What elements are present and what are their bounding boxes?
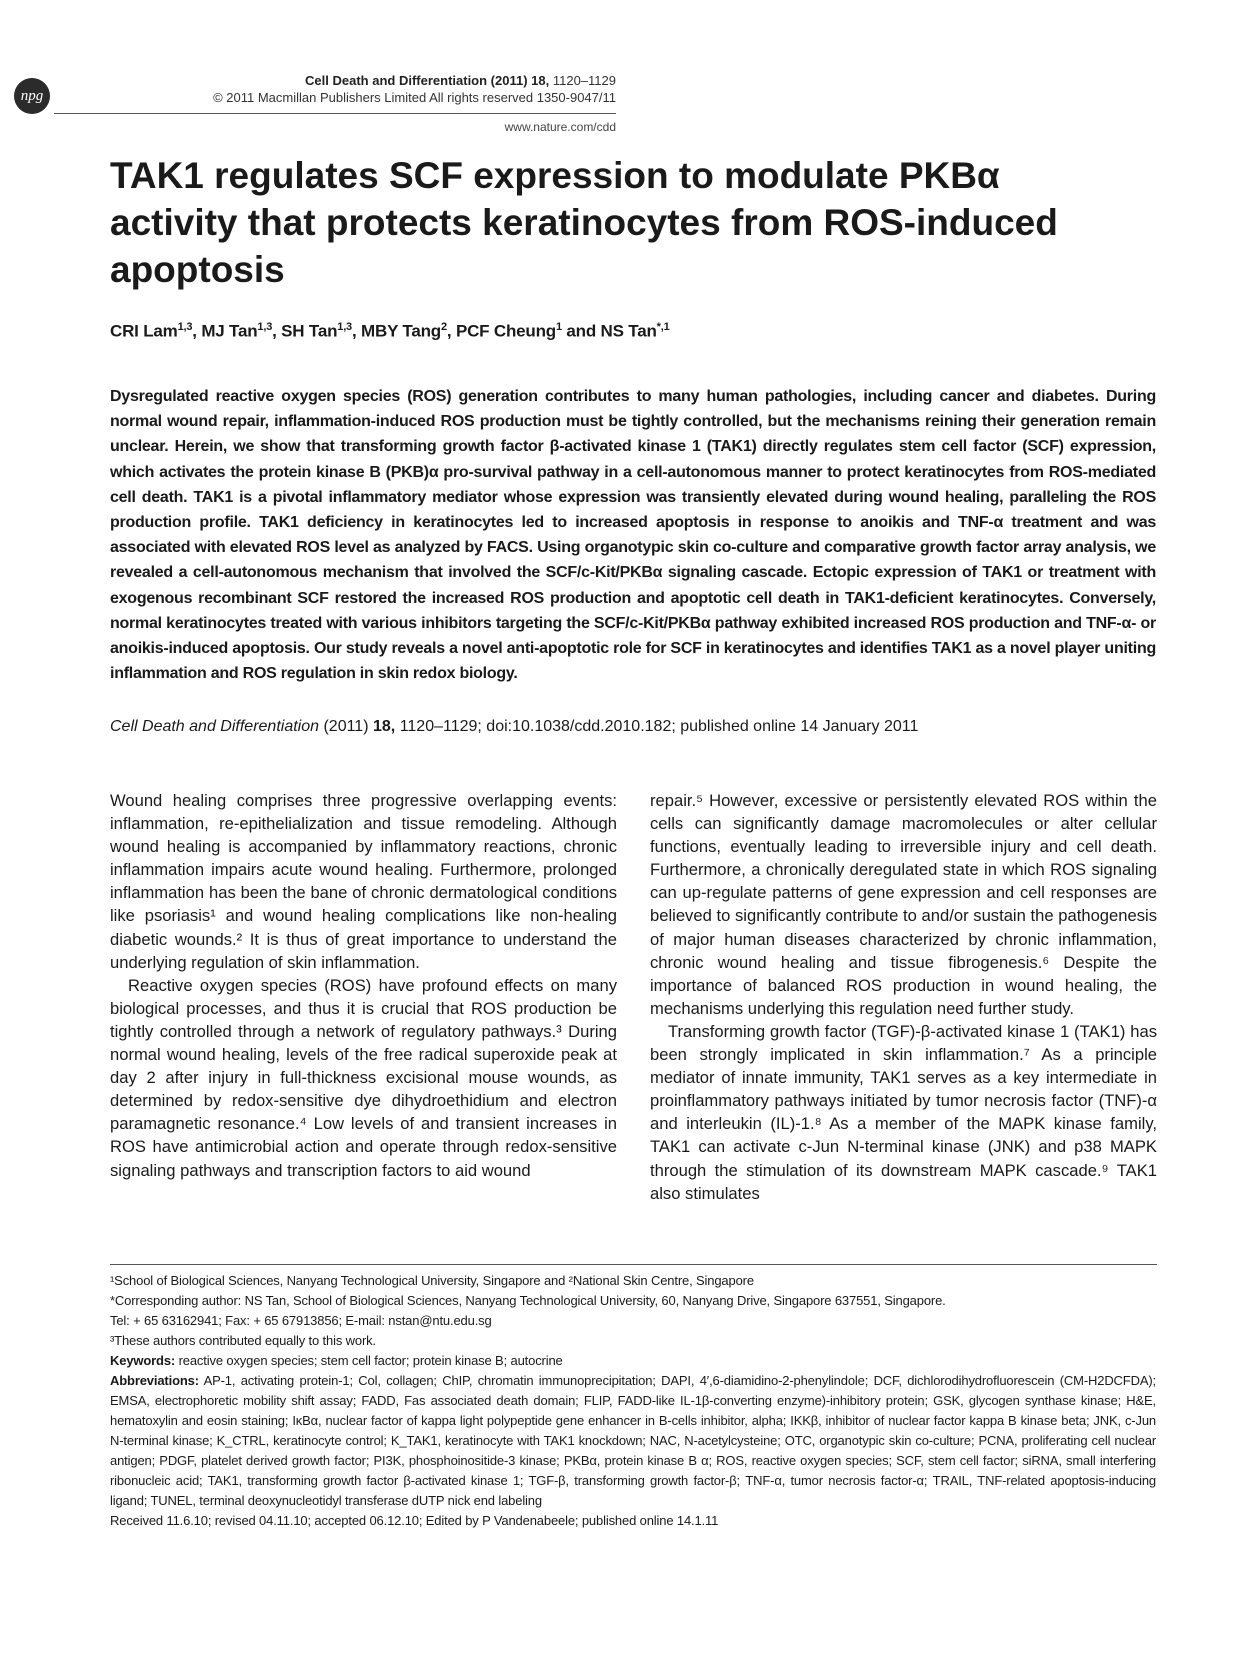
journal-citation-line [150, 72, 616, 89]
affiliations: ¹School of Biological Sciences, Nanyang Technological University, Singapore and ²National Skin Centre, Singapore [110, 1273, 754, 1288]
keywords-text: reactive oxygen species; stem cell factor; protein kinase B; autocrine [178, 1353, 563, 1368]
article-title: TAK1 regulates SCF expression to modulate PKBα activity that protects keratinocytes from ROS-induced apoptosis [110, 155, 1058, 290]
author-affiliation-mark: 1,3 [257, 321, 273, 333]
author-name: MJ Tan [201, 321, 258, 341]
citation-volume: 18, [372, 718, 396, 735]
author-affiliation-mark: 1 [555, 321, 562, 333]
author-affiliation-mark: *,1 [656, 321, 670, 333]
journal-url-link[interactable]: www.nature.com/cdd [504, 120, 616, 134]
body-paragraph: Transforming growth factor (TGF)-β-activated kinase 1 (TAK1) has been strongly implicated in skin inflammation.⁷ As a principle mediator of innate immunity, TAK1 serves as a key intermediate in proinflammatory pathways initiated by tumor necrosis factor (TNF)-α and interleukin (IL)-1.⁸ As a member of the MAPK kinase family, TAK1 can activate c-Jun N-terminal kinase (JNK) and p38 MAPK through the stimulation of its downstream MAPK cascade.⁹ TAK1 also stimulates [650, 1021, 1157, 1203]
keywords [110, 1351, 1156, 1371]
author-affiliation-mark: 2 [440, 321, 447, 333]
author-name: SH Tan [281, 321, 338, 341]
footnotes [110, 1271, 1156, 1531]
abbreviations [110, 1371, 1156, 1511]
footnote-divider [110, 1264, 1157, 1265]
corresponding-author: *Corresponding author: NS Tan, School of Biological Sciences, Nanyang Technological University, 60, Nanyang Drive, Singapore 637551, Singapore. [110, 1293, 946, 1308]
body-column-left [110, 789, 617, 1182]
abstract: Dysregulated reactive oxygen species (ROS) generation contributes to many human pathologies, including cancer and diabetes. During normal wound repair, inflammation-induced ROS production must be tightly controlled, but the mechanisms reining their generation remain unclear. Herein, we show that transforming growth factor β-activated kinase 1 (TAK1) directly regulates stem cell factor (SCF) expression, which activates the protein kinase B (PKB)α pro-survival pathway in a cell-autonomous manner to protect keratinocytes from ROS-mediated cell death. TAK1 is a pivotal inflammatory mediator whose expression was transiently elevated during wound healing, paralleling the ROS production profile. TAK1 deficiency in keratinocytes led to increased apoptosis in response to anoikis and TNF-α treatment and was associated with elevated ROS level as analyzed by FACS. Using organotypic skin co-culture and comparative growth factor array analysis, we revealed a cell-autonomous mechanism that involved the SCF/c-Kit/PKBα signaling cascade. Ectopic expression of TAK1 or treatment with exogenous recombinant SCF restored the increased ROS production and apoptotic cell death in TAK1-deficient keratinocytes. Conversely, normal keratinocytes treated with various inhibitors targeting the SCF/c-Kit/PKBα pathway exhibited increased ROS production and TNF-α- or anoikis-induced apoptosis. Our study reveals a novel anti-apoptotic role for SCF in keratinocytes and identifies TAK1 as a novel player uniting inflammation and ROS regulation in skin redox biology. [110, 388, 1156, 683]
body-paragraph: Reactive oxygen species (ROS) have profound effects on many biological processes, and thus it is crucial that ROS production be tightly controlled through a network of regulatory pathways.³ During normal wound healing, levels of the free radical superoxide peak at day 2 after injury in full-thickness excisional mouse wounds, as determined by redox-sensitive dye dihydroethidium and electron paramagnetic resonance.⁴ Low levels of and transient increases in ROS have antimicrobial action and operate through redox-sensitive signaling pathways and transcription factors to aid wound [110, 975, 617, 1180]
journal-header [150, 72, 616, 106]
body-paragraph: repair.⁵ However, excessive or persistently elevated ROS within the cells can significantly damage macromolecules or alter cellular functions, eventually leading to irreversible injury and cell death. Furthermore, a chronically deregulated state in which ROS signaling can up-regulate patterns of gene expression and cell responses are believed to significantly contribute to and/or sustain the pathogenesis of major human diseases characterized by chronic inflammation, chronic wound healing and tissue fibrogenesis.⁶ Despite the importance of balanced ROS production in wound healing, the mechanisms underlying this regulation need further study. [650, 791, 1157, 1018]
abbreviations-text: AP-1, activating protein-1; Col, collagen; ChIP, chromatin immunoprecipitation; DAPI, 4′,6-diamidino-2-phenylindole; DCF, dichlorodihydrofluorescein (CM-H2DCFDA); EMSA, electrophoretic mobility shift assay; FADD, Fas associated death domain; FLIP, FADD-like IL-1β-converting enzyme)-inhibitory protein; GSK, glycogen synthase kinase; H&E, hematoxylin and eosin staining; IκBα, nuclear factor of kappa light polypeptide gene enhancer in B-cells inhibitor, alpha; IKKβ, inhibitor of nuclear factor kappa B kinase beta; JNK, c-Jun N-terminal kinase; K_CTRL, keratinocyte control; K_TAK1, keratinocyte with TAK1 knockdown; NAC, N-acetylcysteine; OTC, organotypic skin co-culture; PCNA, proliferating cell nuclear antigen; PDGF, platelet derived growth factor; PI3K, phosphoinositide-3 kinase; PKBα, protein kinase B α; ROS, reactive oxygen species; SCF, stem cell factor; siRNA, small interfering ribonucleic acid; TAK1, transforming growth factor β-activated kinase 1; TGF-β, transforming growth factor-β; TNF-α, tumor necrosis factor-α; TRAIL, TNF-related apoptosis-inducing ligand; TUNEL, terminal deoxynucleotidyl transferase dUTP nick end labeling [110, 1373, 1156, 1508]
copyright-line: © 2011 Macmillan Publishers Limited All rights reserved 1350-9047/11 [213, 90, 616, 105]
citation-year: (2011) [323, 718, 369, 735]
publisher-logo: npg [14, 78, 50, 114]
author-name: NS Tan [600, 321, 657, 341]
header-divider [54, 113, 616, 114]
citation-details: 1120–1129; doi:10.1038/cdd.2010.182; published online 14 January 2011 [399, 718, 919, 735]
author-name: PCF Cheung [455, 321, 556, 341]
body-paragraph: Wound healing comprises three progressive overlapping events: inflammation, re-epithelialization and tissue remodeling. Although wound healing is accompanied by inflammatory reactions, chronic inflammation impairs acute wound healing. Furthermore, prolonged inflammation has been the bane of chronic dermatological conditions like psoriasis¹ and wound healing complications like non-healing diabetic wounds.² It is thus of great importance to understand the underlying regulation of skin inflammation. [110, 791, 617, 972]
author-affiliation-mark: 1,3 [337, 321, 352, 333]
author-list: CRI Lam$^{1,3}$, MJ Tan$^{1,3}$, SH Tan$^{1,3}$, MBY Tang$^2$, PCF Cheung$^1$ and NS Tan$^{*,1}$ [110, 321, 670, 341]
author-name: CRI Lam [110, 321, 178, 341]
keywords-label: Keywords: [110, 1353, 176, 1368]
journal-pages: 1120–1129 [552, 73, 616, 88]
author-name: MBY Tang [361, 321, 441, 341]
abbreviations-label: Abbreviations: [110, 1373, 199, 1388]
citation-journal: Cell Death and Differentiation [110, 718, 320, 735]
body-column-right [650, 789, 1157, 1205]
received-dates: Received 11.6.10; revised 04.11.10; accepted 06.12.10; Edited by P Vandenabeele; published online 14.1.11 [110, 1513, 719, 1528]
contact-info: Tel: + 65 63162941; Fax: + 65 67913856; E-mail: nstan@ntu.edu.sg [110, 1313, 492, 1328]
article-citation [110, 716, 1156, 738]
equal-contribution-note: ³These authors contributed equally to this work. [110, 1333, 376, 1348]
author-affiliation-mark: 1,3 [177, 321, 193, 333]
journal-name-volume: Cell Death and Differentiation (2011) 18, [305, 73, 550, 88]
